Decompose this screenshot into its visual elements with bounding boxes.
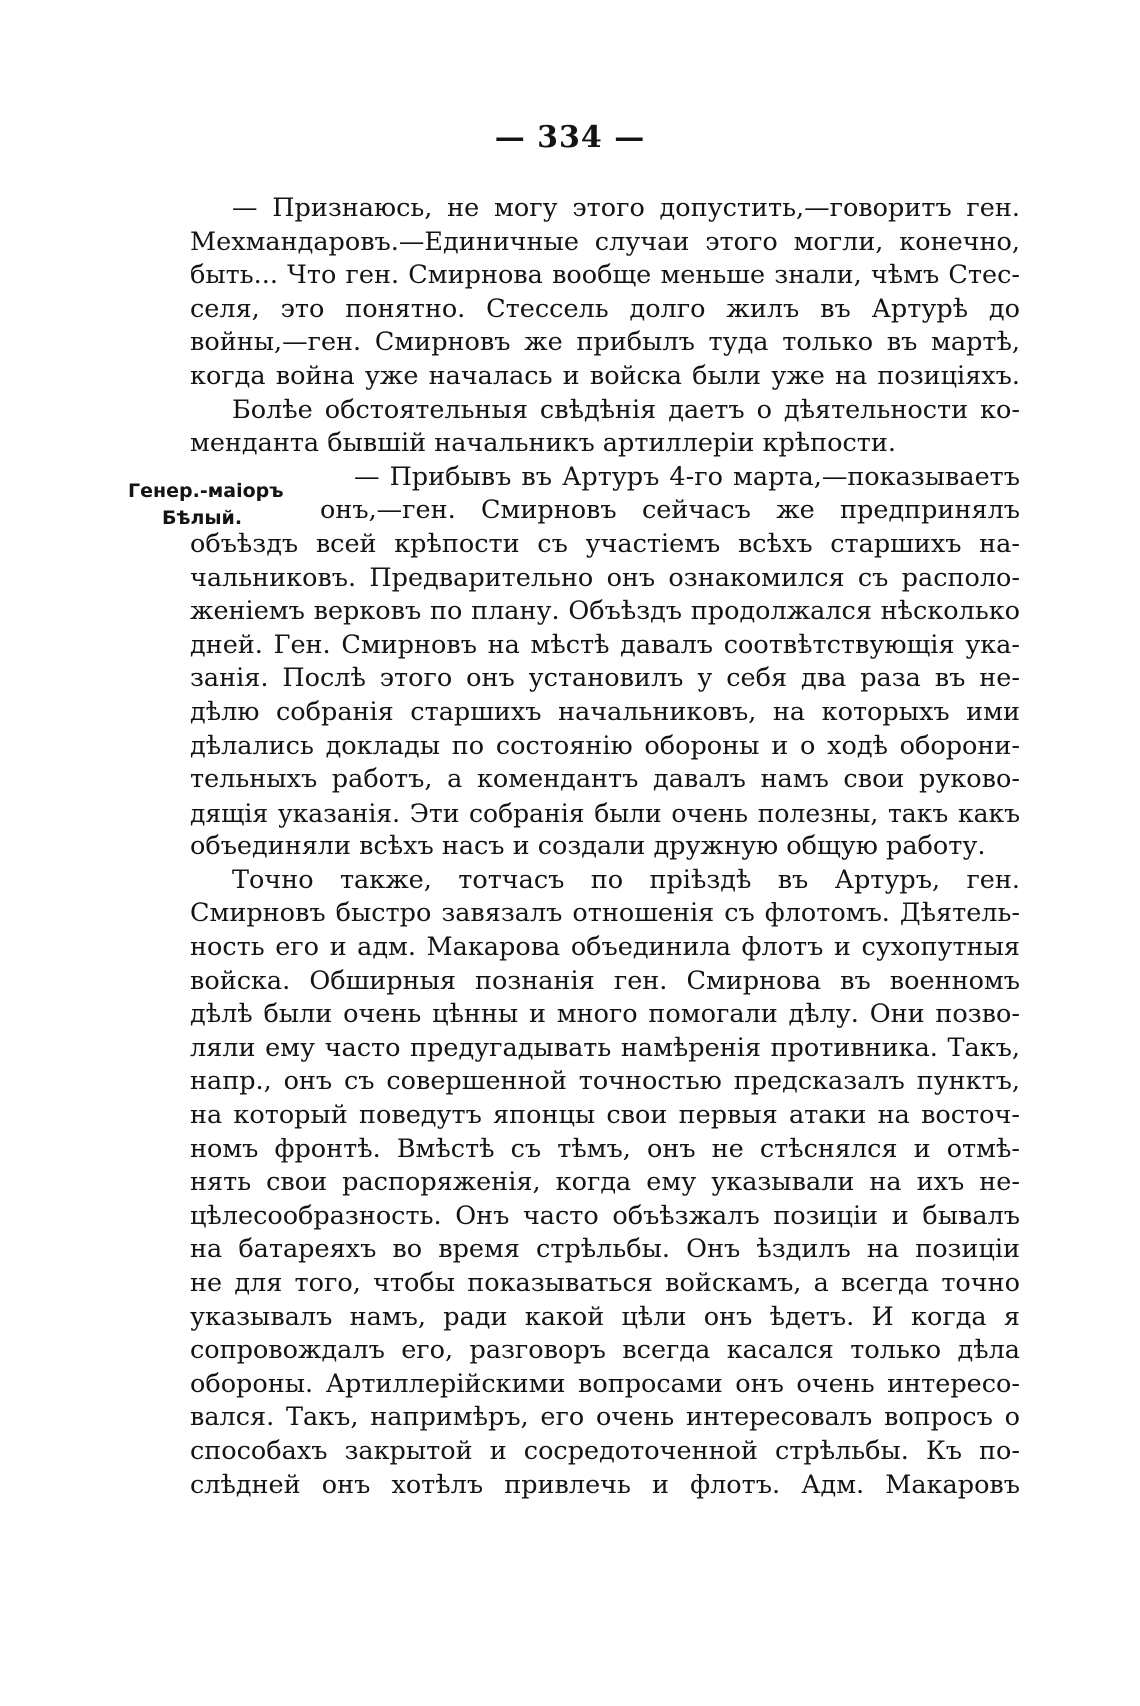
text-line: Смирновъ быстро завязалъ отношенія съ флотомъ. Дѣятель- bbox=[190, 898, 1020, 929]
text-line: онъ,—ген. Смирновъ сейчасъ же предпринялъ bbox=[320, 495, 1020, 526]
text-line: на который поведутъ японцы свои первыя атаки на восточ- bbox=[190, 1100, 1020, 1131]
text-line: способахъ закрытой и сосредоточенной стрѣльбы. Къ по- bbox=[190, 1435, 1020, 1466]
text-line: занія. Послѣ этого онъ установилъ у себя два раза въ не- bbox=[190, 663, 1020, 694]
text-line: дѣлались доклады по состоянію обороны и о ходѣ оборони- bbox=[190, 730, 1020, 761]
text-line: селя, это понятно. Стессель долго жилъ въ Артурѣ до bbox=[190, 293, 1020, 324]
text-line: не для того, чтобы показываться войскамъ, а всегда точно bbox=[190, 1268, 1020, 1298]
text-line: женіемъ верковъ по плану. Объѣздъ продолжался нѣсколько bbox=[190, 596, 1020, 627]
text-line: дней. Ген. Смирновъ на мѣстѣ давалъ соотвѣтствующія ука- bbox=[190, 629, 1020, 660]
text-line: нять свои распоряженія, когда ему указывали на ихъ не- bbox=[190, 1167, 1020, 1198]
text-line: слѣдней онъ хотѣлъ привлечь и флотъ. Адм. Макаровъ bbox=[190, 1469, 1020, 1500]
text-line: дѣлю собранія старшихъ начальниковъ, на которыхъ ими bbox=[190, 696, 1020, 727]
page-number: — 334 — bbox=[494, 120, 646, 155]
text-line: войска. Обширныя познанія ген. Смирнова въ военномъ bbox=[190, 965, 1020, 996]
text-line: на батареяхъ во время стрѣльбы. Онъ ѣздилъ на позиціи bbox=[190, 1234, 1020, 1265]
text-line: Болѣе обстоятельныя свѣдѣнія даетъ о дѣятельности ко- bbox=[232, 394, 1020, 425]
text-line: ляли ему часто предугадывать намѣренія противника. Такъ, bbox=[190, 1032, 1020, 1063]
text-line: Точно также, тотчасъ по пріѣздѣ въ Артуръ, ген. bbox=[232, 864, 1020, 895]
text-line: чальниковъ. Предварительно онъ ознакомился съ располо- bbox=[190, 562, 1020, 593]
margin-note-line: Генер.-маіоръ bbox=[128, 480, 284, 502]
text-line: ность его и адм. Макарова объединила флотъ и сухопутныя bbox=[190, 932, 1020, 963]
text-line: вался. Такъ, напримѣръ, его очень интересовалъ вопросъ о bbox=[190, 1402, 1020, 1433]
text-line: указывалъ намъ, ради какой цѣли онъ ѣдетъ. И когда я bbox=[190, 1301, 1020, 1332]
text-line: напр., онъ съ совершенной точностью предсказалъ пунктъ, bbox=[190, 1066, 1020, 1097]
text-line: тельныхъ работъ, а комендантъ давалъ намъ свои руково- bbox=[190, 764, 1020, 795]
text-line: быть... Что ген. Смирнова вообще меньше знали, чѣмъ Стес- bbox=[190, 260, 1020, 291]
body-text bbox=[190, 192, 1020, 1502]
text-line: объѣздъ всей крѣпости съ участіемъ всѣхъ старшихъ на- bbox=[190, 528, 1020, 559]
text-line: когда война уже началась и войска были уже на позиціяхъ. bbox=[190, 360, 1020, 391]
text-line: цѣлесообразность. Онъ часто объѣзжалъ позиціи и бывалъ bbox=[190, 1200, 1020, 1231]
text-line: дѣлѣ были очень цѣнны и много помогали дѣлу. Они позво- bbox=[190, 999, 1020, 1030]
text-line: менданта бывшій начальникъ артиллеріи крѣпости. bbox=[190, 428, 896, 459]
text-line: — Прибывъ въ Артуръ 4-го марта,—показываетъ bbox=[354, 461, 1020, 492]
text-line: сопровождалъ его, разговоръ всегда касался только дѣла bbox=[190, 1335, 1020, 1366]
text-line: объединяли всѣхъ насъ и создали дружную общую работу. bbox=[190, 831, 986, 862]
text-line: Мехмандаровъ.—Единичные случаи этого могли, конечно, bbox=[190, 226, 1020, 257]
text-line: обороны. Артиллерійскими вопросами онъ очень интересо- bbox=[190, 1368, 1020, 1399]
margin-note-line: Бѣлый. bbox=[162, 507, 243, 529]
text-line: войны,—ген. Смирновъ же прибылъ туда только въ мартѣ, bbox=[190, 327, 1020, 358]
text-line: номъ фронтѣ. Вмѣстѣ съ тѣмъ, онъ не стѣснялся и отмѣ- bbox=[190, 1133, 1020, 1164]
text-line: дящія указанія. Эти собранія были очень полезны, такъ какъ bbox=[190, 798, 1020, 828]
text-line: — Признаюсь, не могу этого допустить,—говоритъ ген. bbox=[232, 193, 1020, 223]
